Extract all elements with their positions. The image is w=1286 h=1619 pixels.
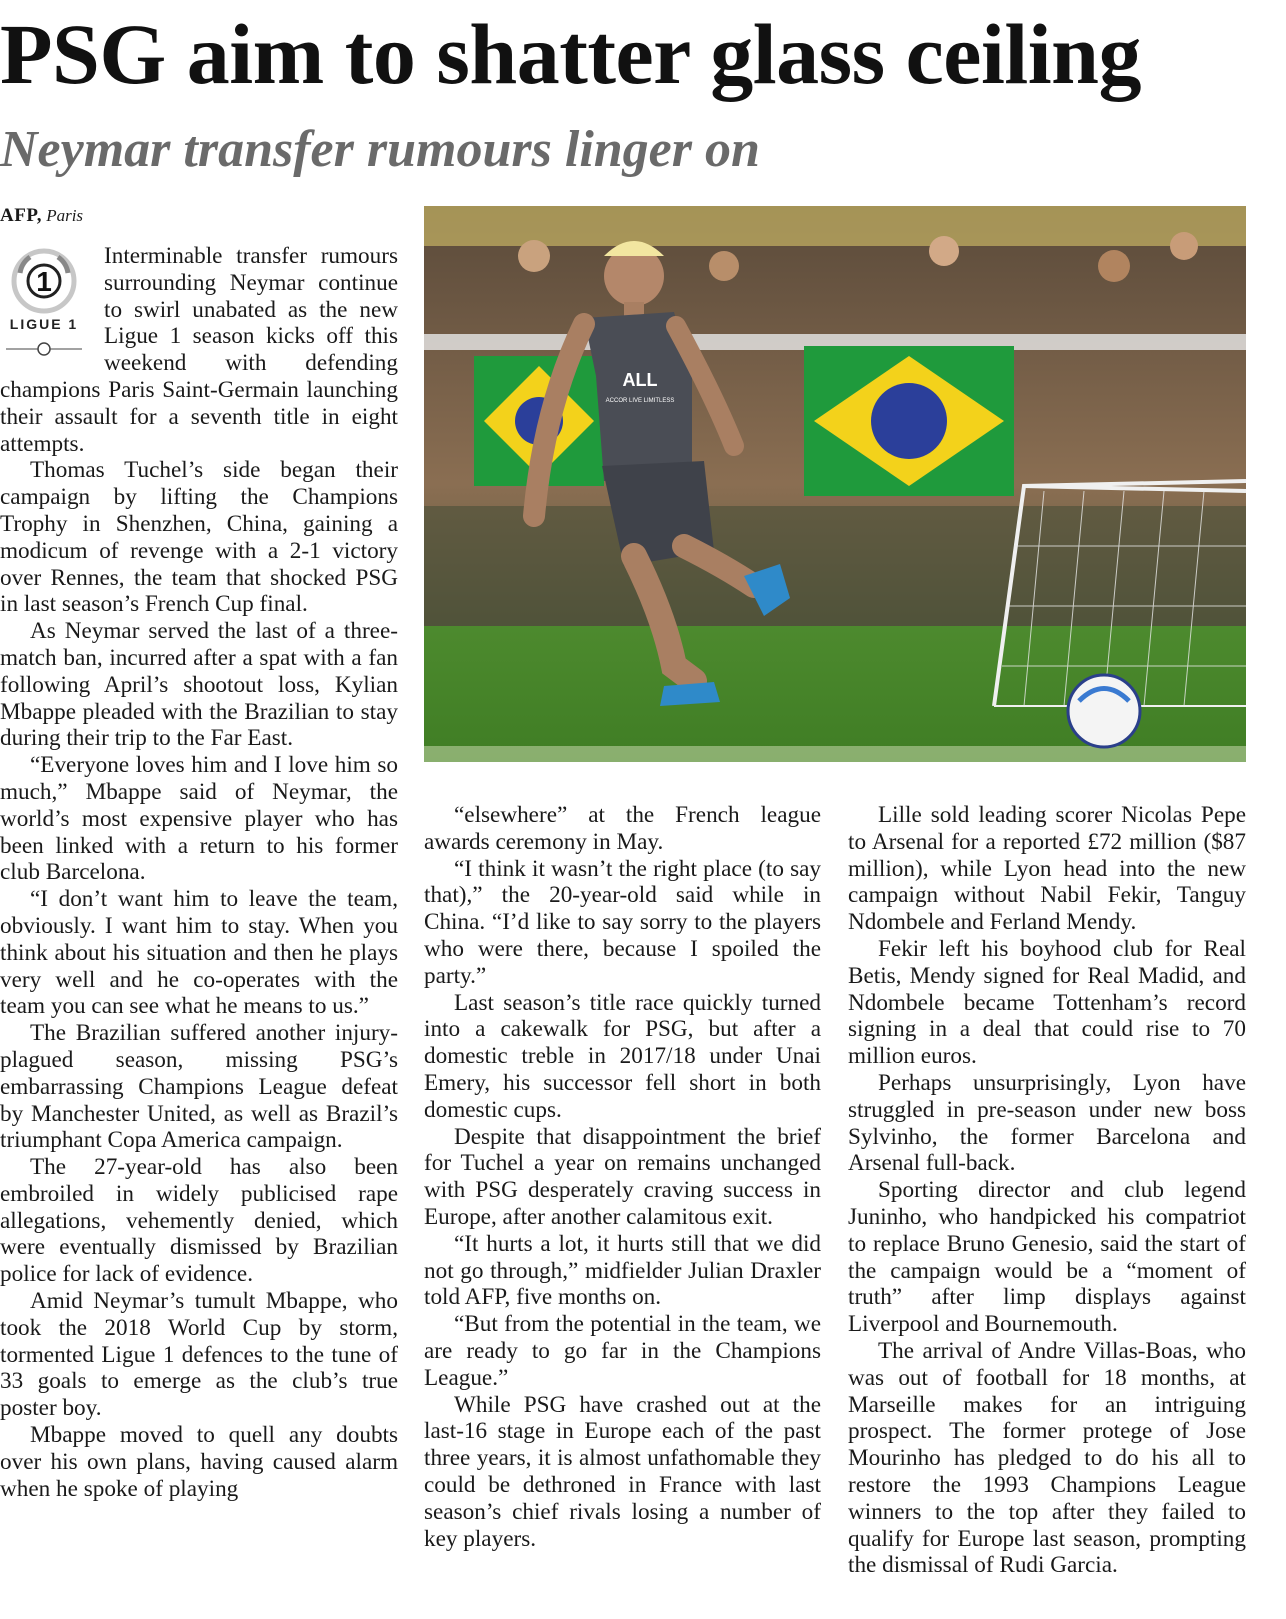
paragraph: Thomas Tuchel’s side began their campaign by lifting the Champions Trophy in Shenzhen, China, gaining a modicum of revenge with a 2-1 victory over Rennes, the team that shocked PSG in last season’s French Cup final.	[0, 457, 398, 618]
paragraph: The arrival of Andre Villas-Boas, who was out of football for 18 months, at Marseille makes for an intriguing prospect. The former protege of Jose Mourinho has pledged to do his all to restore the 1993 Champions League winners to the top after they failed to qualify for Europe last season, prompting the dismissal of Rudi Garcia.	[848, 1337, 1246, 1579]
headline: PSG aim to shatter glass ceiling	[0, 6, 1141, 102]
paragraph: “Everyone loves him and I love him so much,” Mbappe said of Neymar, the world’s most expensive player who has been linked with a return to his former club Barcelona.	[0, 752, 398, 886]
paragraph: While PSG have crashed out at the last-16 stage in Europe each of the past three years, it is almost unfathomable they could be dethroned in France with last season’s chief rivals losing a number of key players.	[424, 1391, 821, 1552]
paragraph: “I don’t want him to leave the team, obviously. I want him to stay. When you think about his situation and then he plays very well and he co-operates with the team you can see what he means to us.”	[0, 886, 398, 1020]
paragraph: Sporting director and club legend Juninho, who handpicked his compatriot to replace Bruno Genesio, said the start of the campaign would be a “moment of truth” after limp displays against Liverpool and Bournemouth.	[848, 1177, 1246, 1338]
paragraph: As Neymar served the last of a three-match ban, incurred after a spat with a fan following April’s shootout loss, Kylian Mbappe pleaded with the Brazilian to stay during their trip to the Far East.	[0, 618, 398, 752]
paragraph: Interminable transfer rumours surrounding Neymar continue to swirl unabated as the new Ligue 1 season kicks off this weekend with defending champions Paris Saint-Germain launching their assault for a seventh title in eight attempts.	[0, 243, 398, 457]
article-column-3	[848, 802, 1246, 1579]
paragraph: Perhaps unsurprisingly, Lyon have struggled in pre-season under new boss Sylvinho, the former Barcelona and Arsenal full-back.	[848, 1069, 1246, 1177]
subheadline: Neymar transfer rumours linger on	[0, 121, 760, 178]
svg-text:1: 1	[36, 266, 52, 297]
article-column-2	[424, 802, 821, 1552]
paragraph: Despite that disappointment the brief for Tuchel a year on remains unchanged with PSG desperately craving success in Europe, after another calamitous exit.	[424, 1123, 821, 1230]
paragraph: “But from the potential in the team, we are ready to go far in the Champions League.”	[424, 1311, 821, 1391]
paragraph: “I think it wasn’t the right place (to say that),” the 20-year-old said while in China. “I’d like to say sorry to the players who were there, because I spoiled the party.”	[424, 855, 821, 989]
ligue1-logo	[0, 243, 96, 361]
paragraph: The Brazilian suffered another injury-plagued season, missing PSG’s embarrassing Champions League defeat by Manchester United, as well as Brazil’s triumphant Copa America campaign.	[0, 1020, 398, 1154]
paragraph: Mbappe moved to quell any doubts over his own plans, having caused alarm when he spoke of playing	[0, 1422, 398, 1502]
byline-agency: AFP,	[0, 205, 42, 226]
shirt-sponsor: ALL	[622, 370, 658, 390]
byline-place: Paris	[46, 206, 84, 225]
shirt-sponsor-sub: ACCOR LIVE LIMITLESS	[605, 398, 675, 404]
paragraph: Lille sold leading scorer Nicolas Pepe to Arsenal for a reported £72 million ($87 million), while Lyon head into the new campaign without Nabil Fekir, Tanguy Ndombele and Ferland Mendy.	[848, 802, 1246, 936]
byline	[0, 205, 83, 227]
article-column-1	[0, 243, 398, 1502]
paragraph: Amid Neymar’s tumult Mbappe, who took the 2018 World Cup by storm, tormented Ligue 1 defences to the tune of 33 goals to emerge as the club’s true poster boy.	[0, 1288, 398, 1422]
logo-text: LIGUE 1	[9, 316, 79, 332]
paragraph: “It hurts a lot, it hurts still that we did not go through,” midfielder Julian Draxler told AFP, five months on.	[424, 1230, 821, 1311]
article-photo	[424, 206, 1246, 762]
paragraph: The 27-year-old has also been embroiled in widely publicised rape allegations, vehemently denied, which were eventually dismissed by Brazilian police for lack of evidence.	[0, 1154, 398, 1288]
paragraph: Last season’s title race quickly turned into a cakewalk for PSG, but after a domestic treble in 2017/18 under Unai Emery, his successor fell short in both domestic cups.	[424, 989, 821, 1123]
paragraph: “elsewhere” at the French league awards ceremony in May.	[424, 802, 821, 855]
paragraph: Fekir left his boyhood club for Real Betis, Mendy signed for Real Madid, and Ndombele became Tottenham’s record signing in a deal that could rise to 70 million euros.	[848, 935, 1246, 1070]
